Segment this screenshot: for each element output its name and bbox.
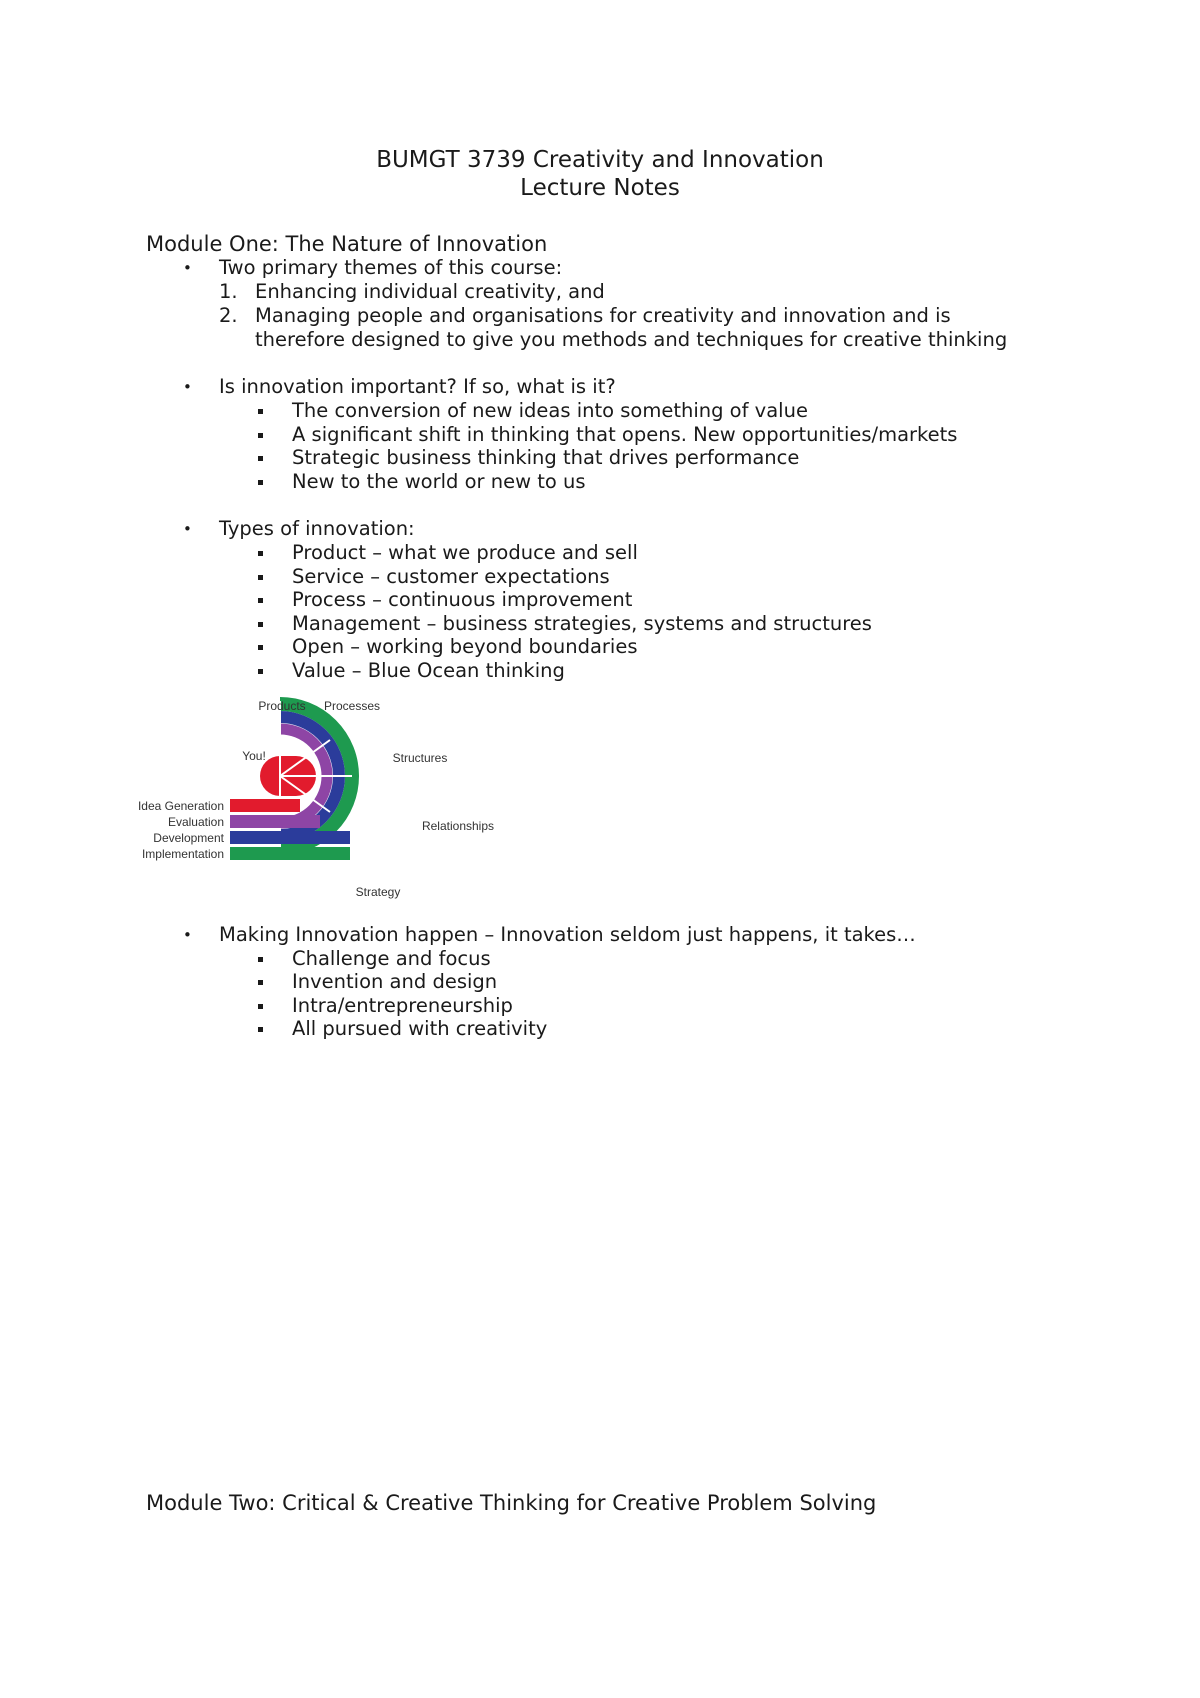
importance-bullet: Is innovation important? If so, what is it? [219, 375, 616, 398]
document-subtitle: Lecture Notes [520, 175, 680, 201]
evaluation-bar [230, 815, 320, 828]
square-bullet [258, 622, 263, 627]
innovation-diagram [130, 696, 510, 902]
bullet-dot: • [183, 259, 192, 277]
list-item: All pursued with creativity [292, 1017, 548, 1040]
list-item: The conversion of new ideas into something of value [292, 399, 808, 422]
label-evaluation: Evaluation [167, 815, 224, 829]
label-products: Products [258, 699, 306, 713]
numbered-item-continuation: therefore designed to give you methods and techniques for creative thinking [255, 328, 1008, 351]
label-structures: Structures [392, 751, 448, 765]
square-bullet [258, 980, 263, 985]
diagram-arcs [260, 701, 352, 851]
label-idea-generation: Idea Generation [137, 799, 224, 813]
square-bullet [258, 480, 263, 485]
numbered-marker: 2. [219, 304, 238, 327]
list-item: Service – customer expectations [292, 565, 610, 588]
square-bullet [258, 551, 263, 556]
list-item: Open – working beyond boundaries [292, 635, 638, 658]
list-item: Invention and design [292, 970, 498, 993]
list-item: A significant shift in thinking that opens. New opportunities/markets [292, 423, 958, 446]
square-bullet [258, 456, 263, 461]
list-item: Challenge and focus [292, 947, 491, 970]
making-bullet: Making Innovation happen – Innovation seldom just happens, it takes… [219, 923, 916, 946]
implementation-bar [230, 847, 350, 860]
numbered-item: Enhancing individual creativity, and [255, 280, 605, 303]
numbered-item: Managing people and organisations for creativity and innovation and is [255, 304, 951, 327]
themes-bullet: Two primary themes of this course: [219, 256, 563, 279]
document-title: BUMGT 3739 Creativity and Innovation [376, 147, 824, 173]
types-bullet: Types of innovation: [219, 517, 415, 540]
bullet-dot: • [183, 378, 192, 396]
list-item: Management – business strategies, systems and structures [292, 612, 872, 635]
square-bullet [258, 669, 263, 674]
list-item: Intra/entrepreneurship [292, 994, 513, 1017]
idea-generation-bar [230, 799, 300, 812]
module-two-heading: Module Two: Critical & Creative Thinking for Creative Problem Solving [146, 1491, 877, 1515]
development-bar [230, 831, 350, 844]
list-item: Process – continuous improvement [292, 588, 633, 611]
bullet-dot: • [183, 926, 192, 944]
square-bullet [258, 957, 263, 962]
square-bullet [258, 433, 263, 438]
square-bullet [258, 645, 263, 650]
list-item: Product – what we produce and sell [292, 541, 638, 564]
list-item: Value – Blue Ocean thinking [292, 659, 565, 682]
square-bullet [258, 1004, 263, 1009]
square-bullet [258, 575, 263, 580]
square-bullet [258, 409, 263, 414]
bullet-dot: • [183, 520, 192, 538]
list-item: New to the world or new to us [292, 470, 586, 493]
label-strategy: Strategy [355, 885, 401, 899]
module-one-heading: Module One: The Nature of Innovation [146, 232, 548, 256]
square-bullet [258, 1027, 263, 1032]
label-development: Development [153, 831, 224, 845]
label-you: You! [242, 749, 266, 763]
label-processes: Processes [323, 699, 381, 713]
list-item: Strategic business thinking that drives performance [292, 446, 800, 469]
label-implementation: Implementation [141, 847, 224, 861]
square-bullet [258, 598, 263, 603]
label-relationships: Relationships [421, 819, 495, 833]
numbered-marker: 1. [219, 280, 238, 303]
